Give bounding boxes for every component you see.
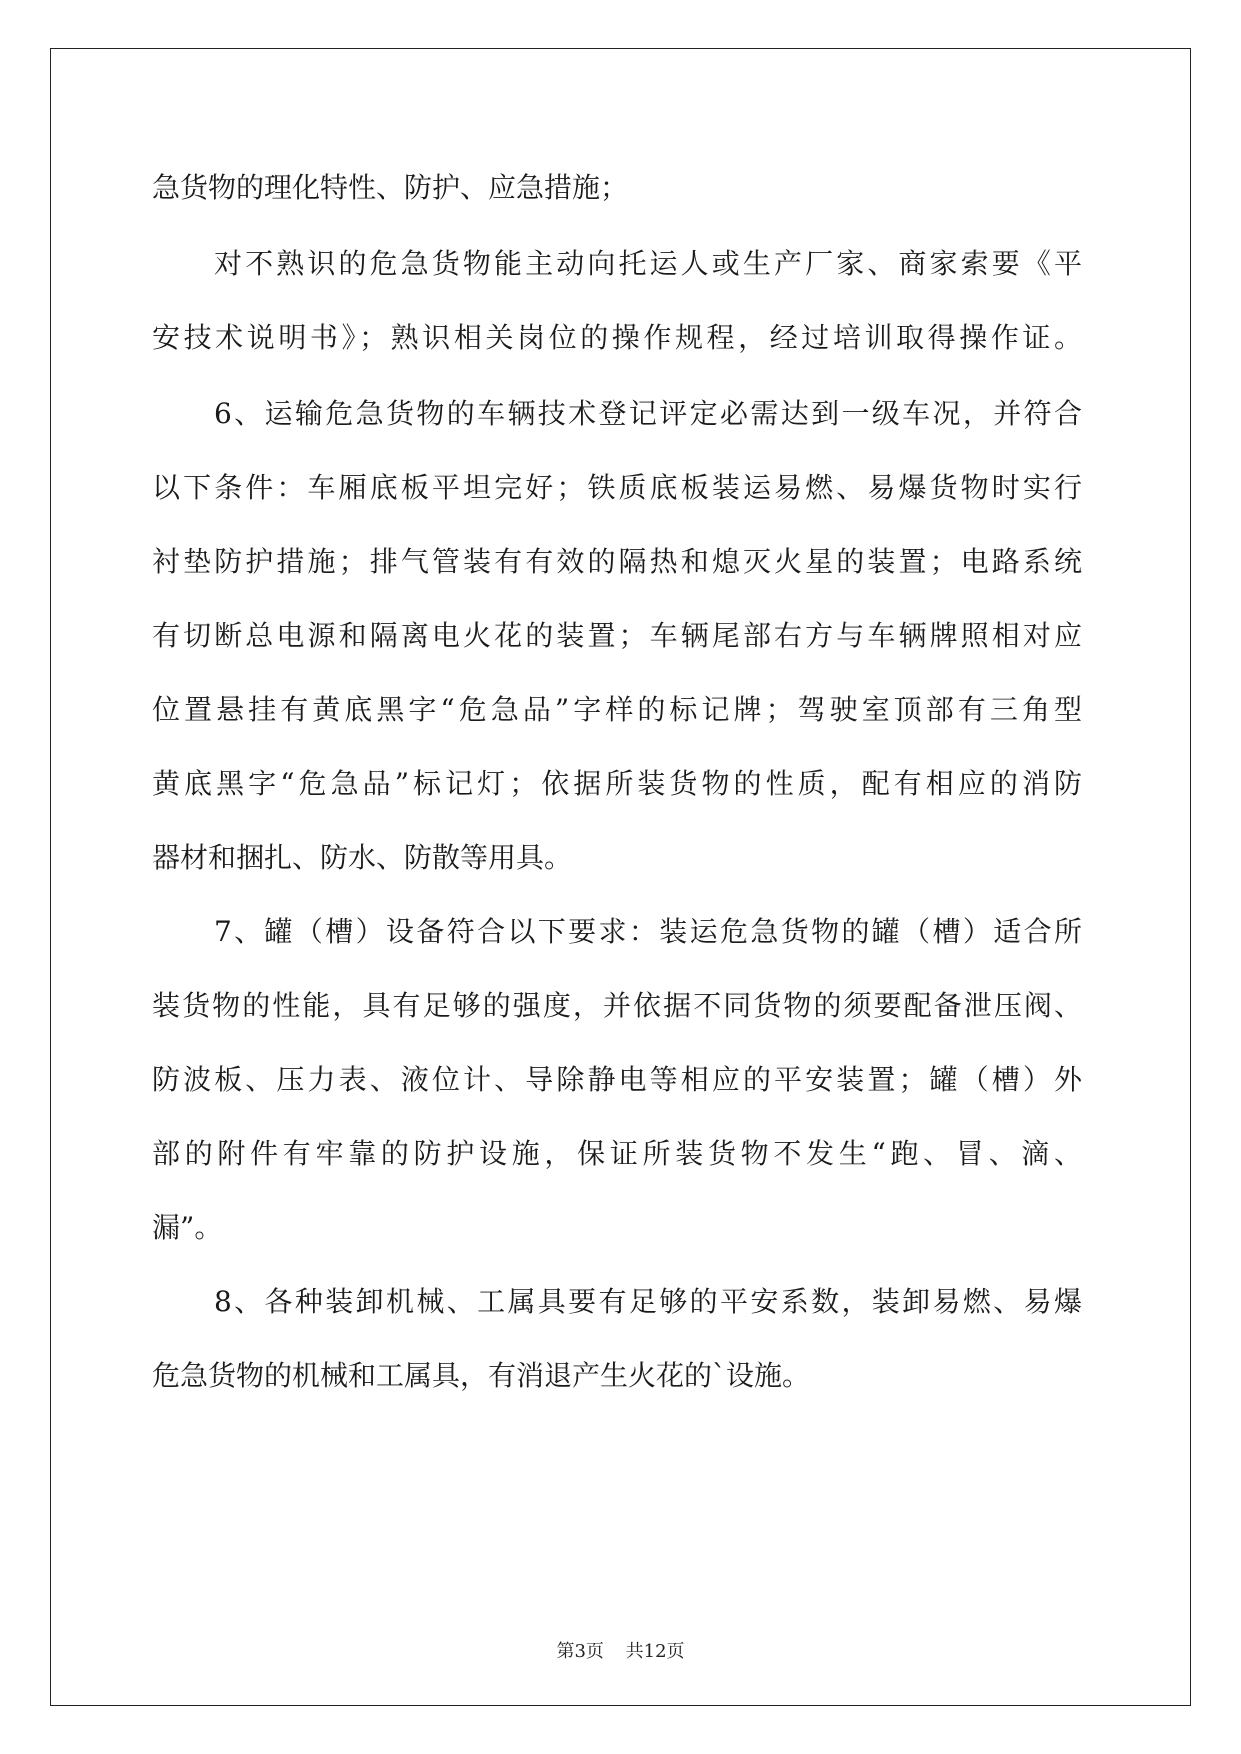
page-number: 第3页 [556,1641,604,1662]
paragraph-first-line: 8、各种装卸机械、工属具要有足够的平安系数，装卸易燃、易爆 [214,1285,1082,1318]
paragraph-first-line: 对不熟识的危急货物能主动向托运人或生产厂家、商家索要《平 [214,247,1082,280]
text-line: 危急货物的机械和工属具，有消退产生火花的`设施。 [152,1359,811,1392]
text-line: 器材和捆扎、防水、防散等用具。 [152,841,573,874]
text-line: 漏”。 [152,1211,223,1244]
paragraph-first-line: 7、罐（槽）设备符合以下要求：装运危急货物的罐（槽）适合所 [214,915,1082,948]
total-pages: 共12页 [625,1641,685,1662]
text-line: 衬垫防护措施；排气管装有有效的隔热和熄灭火星的装置；电路系统 [152,545,1082,578]
text-line: 急货物的理化特性、防护、应急措施； [152,171,629,204]
text-line: 装货物的性能，具有足够的强度，并依据不同货物的须要配备泄压阀、 [152,989,1082,1022]
text-line: 有切断总电源和隔离电火花的装置；车辆尾部右方与车辆牌照相对应 [152,619,1082,652]
text-line: 防波板、压力表、液位计、导除静电等相应的平安装置；罐（槽）外 [152,1063,1082,1096]
text-line: 部的附件有牢靠的防护设施，保证所装货物不发生“跑、冒、滴、 [152,1137,1082,1170]
text-line: 以下条件：车厢底板平坦完好；铁质底板装运易燃、易爆货物时实行 [152,471,1082,504]
paragraph-first-line: 6、运输危急货物的车辆技术登记评定必需达到一级车况，并符合 [214,397,1082,430]
text-line: 黄底黑字“危急品”标记灯；依据所装货物的性质，配有相应的消防 [152,767,1082,800]
text-line: 安技术说明书》；熟识相关岗位的操作规程，经过培训取得操作证。 [152,321,1082,354]
page-footer [0,1640,1241,1664]
text-line: 位置悬挂有黄底黑字“危急品”字样的标记牌；驾驶室顶部有三角型 [152,693,1082,726]
